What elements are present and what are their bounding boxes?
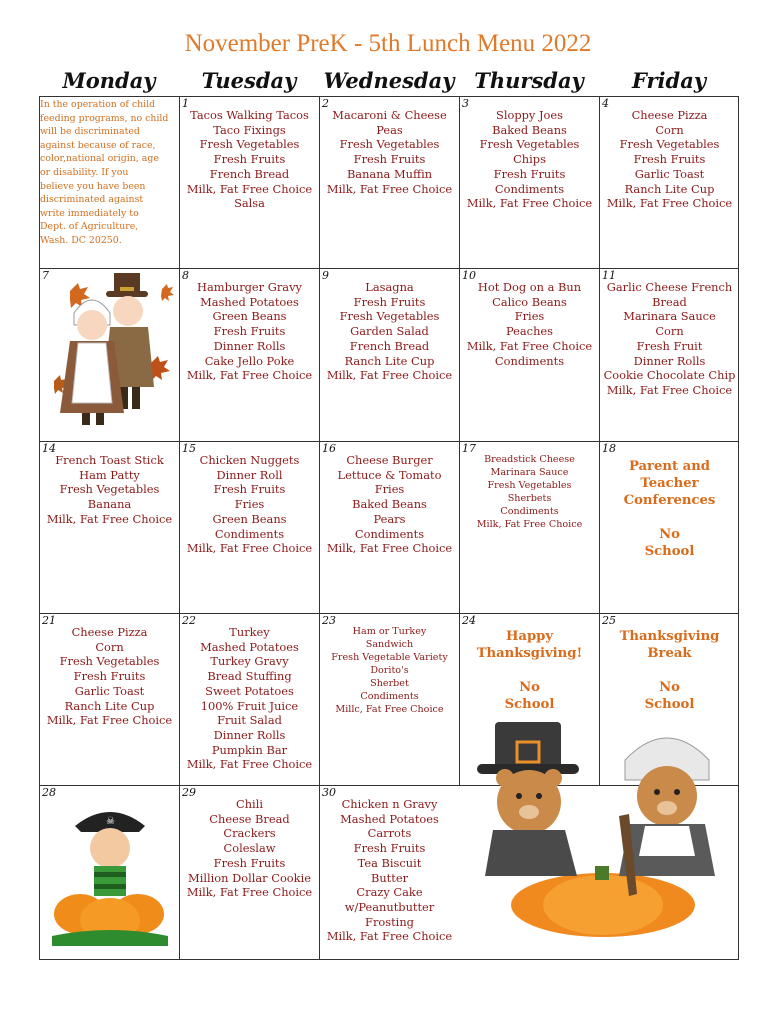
menu-item: Condiments	[500, 506, 559, 517]
menu-item: Breadstick Cheese	[484, 454, 575, 465]
menu-item: Chips	[513, 152, 546, 167]
menu-item: Fresh Vegetables	[487, 480, 572, 491]
menu-item: Condiments	[354, 526, 425, 541]
menu-item: Milk, Fat Free Choice	[606, 196, 733, 211]
menu-item: Cheese Pizza	[631, 108, 708, 122]
menu-item: Fresh Fruits	[213, 482, 286, 497]
day-number: 1	[182, 97, 189, 110]
menu-items	[180, 797, 319, 900]
menu-item: Cheese Burger	[346, 453, 433, 467]
menu-items	[460, 280, 599, 368]
notice-line: write immediately to	[40, 207, 139, 219]
menu-item: Crazy Cake	[356, 885, 423, 900]
day-header-wednesday: Wednesday	[323, 68, 455, 93]
day-cell-11	[600, 269, 739, 440]
menu-item: Chicken Nuggets	[199, 453, 300, 467]
menu-items	[320, 280, 459, 383]
day-number: 16	[322, 442, 336, 455]
menu-item: Fresh Fruits	[73, 669, 146, 684]
day-number: 4	[602, 97, 609, 110]
menu-item: Marinara Sauce	[490, 467, 569, 478]
menu-item: Cookie Chocolate Chip	[603, 368, 736, 383]
svg-text:☠: ☠	[106, 816, 115, 827]
menu-item: Fresh Fruits	[213, 324, 286, 339]
menu-item: Calico Beans	[492, 294, 567, 309]
day-number: 8	[182, 269, 189, 282]
menu-items	[600, 280, 739, 398]
day-number: 10	[462, 269, 476, 282]
menu-item: Condiments	[494, 353, 565, 368]
day-header-thursday: Thursday	[474, 68, 584, 93]
menu-item: French Bread	[349, 338, 430, 353]
day-number: 3	[462, 97, 469, 110]
menu-item: Millc, Fat Free Choice	[335, 704, 444, 715]
notice-line: believe you have been	[40, 180, 146, 192]
day-cell-18	[600, 442, 739, 613]
special-notice-line: No	[659, 680, 680, 695]
menu-items	[40, 453, 179, 527]
notice-line: against because of race,	[40, 139, 156, 151]
calendar-grid	[39, 96, 739, 960]
menu-items	[460, 453, 599, 531]
menu-item: Ham or Turkey	[352, 626, 427, 637]
pirate-kid-pumpkins-illustration	[40, 786, 179, 958]
menu-item: Corn	[655, 324, 684, 339]
special-notice-line: School	[644, 544, 695, 559]
day-cell-22	[180, 614, 319, 785]
day-cell-29	[180, 786, 319, 958]
day-cell-17	[460, 442, 599, 613]
day-header-tuesday: Tuesday	[201, 68, 297, 93]
menu-item: Fries	[514, 309, 545, 324]
notice-line: Dept. of Agriculture,	[40, 221, 139, 233]
menu-item: Turkey Gravy	[210, 654, 289, 669]
menu-item: Milk, Fat Free Choice	[326, 181, 453, 196]
menu-item: Sweet Potatoes	[205, 683, 294, 698]
menu-item: Ham Patty	[79, 467, 140, 482]
day-cell-10	[460, 269, 599, 440]
menu-items	[180, 625, 319, 772]
day-header-friday: Friday	[631, 68, 707, 93]
special-notice-line: Conferences	[623, 493, 716, 508]
menu-item: Condiments	[494, 181, 565, 196]
special-notice-line: School	[644, 697, 695, 712]
day-cell-28	[40, 786, 179, 958]
menu-items	[320, 108, 459, 196]
menu-item: Macaroni & Cheese	[332, 108, 447, 122]
menu-item: Mashed Potatoes	[340, 811, 439, 826]
day-number: 11	[602, 269, 616, 282]
menu-item: Milk, Fat Free Choice	[186, 541, 313, 556]
menu-item: Fresh Fruits	[633, 152, 706, 167]
day-cell-8	[180, 269, 319, 440]
notice-line: or disability. If you	[40, 166, 129, 178]
notice-line: feeding programs, no child	[40, 112, 169, 124]
menu-item: Pumpkin Bar	[211, 742, 288, 757]
special-notice	[600, 628, 739, 713]
menu-item: Milk, Fat Free Choice	[466, 338, 593, 353]
menu-item: Dinner Rolls	[633, 353, 706, 368]
day-number: 17	[462, 442, 476, 455]
day-number: 29	[182, 786, 196, 799]
menu-item: Ranch Lite Cup	[64, 698, 155, 713]
menu-item: Carrots	[367, 826, 412, 841]
page-title: November PreK - 5th Lunch Menu 2022	[184, 30, 592, 57]
menu-items	[460, 108, 599, 211]
menu-items	[180, 108, 319, 211]
menu-item: Dinner Rolls	[213, 338, 286, 353]
menu-item: Dorito's	[370, 665, 409, 676]
special-notice-line	[460, 662, 599, 679]
menu-item: Fresh Vegetables	[339, 309, 440, 324]
menu-item: Fresh Fruits	[493, 166, 566, 181]
menu-item: Sherbet	[370, 678, 409, 689]
menu-item: Ranch Lite Cup	[344, 353, 435, 368]
day-cell-3	[460, 97, 599, 268]
day-number: 9	[322, 269, 329, 282]
menu-item: Sloppy Joes	[496, 108, 563, 122]
special-notice-line: Happy	[505, 629, 554, 644]
menu-item: Million Dollar Cookie	[188, 870, 311, 885]
menu-item: Frosting	[365, 914, 414, 929]
menu-item: Banana	[87, 497, 132, 512]
menu-item: Milk, Fat Free Choice	[476, 519, 583, 530]
special-notice-line: No	[659, 527, 680, 542]
menu-item: Sandwich	[365, 639, 414, 650]
day-number: 7	[42, 269, 49, 282]
menu-item: Coleslaw	[223, 841, 276, 856]
menu-item: Marinara Sauce	[623, 309, 716, 324]
menu-item: French Bread	[209, 166, 290, 181]
menu-item: Tacos Walking Tacos	[190, 108, 309, 122]
menu-item: Fries	[234, 497, 265, 512]
day-number: 25	[602, 614, 616, 627]
menu-item: Milk, Fat Free Choice	[606, 382, 733, 397]
menu-item: Pears	[373, 511, 406, 526]
menu-items	[600, 108, 739, 211]
notice-line: In the operation of child	[40, 99, 156, 110]
day-cell-7	[40, 269, 179, 440]
day-cell-1	[180, 97, 319, 268]
menu-item: Milk, Fat Free Choice	[326, 368, 453, 383]
menu-item: Milk, Fat Free Choice	[46, 511, 173, 526]
day-number: 14	[42, 442, 56, 455]
grid-line	[39, 959, 739, 960]
special-notice	[460, 628, 599, 713]
menu-item: Fruit Salad	[217, 713, 282, 728]
menu-item: Dinner Rolls	[213, 727, 286, 742]
menu-item: Tea Biscuit	[357, 855, 422, 870]
menu-item: Sherbets	[507, 493, 552, 504]
menu-item: Milk, Fat Free Choice	[326, 541, 453, 556]
special-notice-line: Break	[647, 646, 692, 661]
special-notice-line: Thanksgiving	[619, 629, 720, 644]
notice-line: color,national origin, age	[40, 153, 159, 165]
menu-items	[320, 625, 459, 716]
special-notice-line: Parent and	[628, 459, 711, 474]
menu-item: Cake Jello Poke	[204, 353, 295, 368]
menu-item: Turkey	[229, 625, 270, 639]
special-notice-line: No	[519, 680, 540, 695]
menu-item: Fresh Vegetables	[479, 137, 580, 152]
menu-item: Cheese Bread	[209, 811, 290, 826]
menu-item: Ranch Lite Cup	[624, 181, 715, 196]
day-number: 24	[462, 614, 476, 627]
special-notice-line	[600, 509, 739, 526]
menu-item: Fresh Vegetables	[339, 137, 440, 152]
menu-item: Condiments	[214, 526, 285, 541]
menu-item: Butter	[370, 870, 409, 885]
menu-item: Fresh Fruits	[213, 152, 286, 167]
menu-item: Dinner Roll	[216, 467, 283, 482]
day-number: 18	[602, 442, 616, 455]
menu-item: Fresh Vegetables	[59, 482, 160, 497]
menu-item: Milk, Fat Free Choice	[46, 713, 173, 728]
menu-item: Fresh Vegetable Variety	[331, 652, 448, 663]
menu-item: Mashed Potatoes	[200, 294, 299, 309]
menu-item: Lettuce & Tomato	[337, 467, 442, 482]
notice-line: Wash. DC 20250.	[40, 234, 122, 246]
menu-item: Milk, Fat Free Choice	[186, 181, 313, 196]
menu-item: Garden Salad	[350, 324, 429, 339]
menu-item: Fresh Vegetables	[59, 654, 160, 669]
menu-item: Bread	[652, 294, 687, 309]
day-cell-16	[320, 442, 459, 613]
special-notice-line: School	[504, 697, 555, 712]
menu-items	[40, 625, 179, 728]
menu-item: Cheese Pizza	[71, 625, 148, 639]
menu-item: Fresh Fruits	[353, 841, 426, 856]
menu-item: Garlic Toast	[74, 683, 145, 698]
menu-items	[180, 280, 319, 383]
menu-item: Fries	[374, 482, 405, 497]
menu-item: Fresh Vegetables	[199, 137, 300, 152]
nondiscrimination-notice-cell	[40, 97, 179, 268]
menu-item: Bread Stuffing	[207, 669, 292, 684]
day-cell-2	[320, 97, 459, 268]
menu-item: Fresh Fruit	[636, 338, 703, 353]
day-cell-23	[320, 614, 459, 785]
menu-item: Baked Beans	[352, 497, 427, 512]
menu-item: Corn	[95, 639, 124, 654]
day-number: 15	[182, 442, 196, 455]
notice-line: discriminated against	[40, 194, 144, 206]
menu-item: Fresh Vegetables	[619, 137, 720, 152]
menu-item: 100% Fruit Juice	[200, 698, 299, 713]
menu-item: Milk, Fat Free Choice	[186, 368, 313, 383]
menu-item: Garlic Cheese French	[606, 280, 733, 294]
menu-item: Crackers	[223, 826, 276, 841]
notice-line: will be discriminated	[40, 126, 140, 138]
special-notice-line: Thanksgiving!	[476, 646, 583, 661]
menu-item: Fresh Fruits	[213, 855, 286, 870]
menu-item: Condiments	[360, 691, 419, 702]
menu-items	[320, 453, 459, 556]
menu-items	[320, 797, 459, 944]
day-cell-9	[320, 269, 459, 440]
menu-item: French Toast Stick	[55, 453, 164, 467]
day-cell-14	[40, 442, 179, 613]
menu-item: Fresh Fruits	[353, 294, 426, 309]
special-notice-line: Teacher	[640, 476, 699, 491]
menu-items	[180, 453, 319, 556]
pilgrim-children-illustration	[40, 269, 179, 440]
menu-item: Hamburger Gravy	[197, 280, 302, 294]
menu-item: Green Beans	[212, 309, 287, 324]
menu-item: Green Beans	[212, 511, 287, 526]
day-cell-15	[180, 442, 319, 613]
menu-item: Mashed Potatoes	[200, 639, 299, 654]
menu-item: Garlic Toast	[634, 166, 705, 181]
menu-item: Chili	[236, 797, 263, 811]
menu-item: Hot Dog on a Bun	[477, 280, 582, 294]
menu-item: Peas	[376, 122, 403, 137]
day-number: 28	[42, 786, 56, 799]
day-cell-30	[320, 786, 459, 958]
special-notice-line	[600, 662, 739, 679]
menu-item: Salsa	[234, 196, 265, 211]
day-cell-21	[40, 614, 179, 785]
menu-item: Fresh Fruits	[353, 152, 426, 167]
menu-item: Peaches	[506, 324, 553, 339]
menu-item: Baked Beans	[492, 122, 567, 137]
menu-item: Chicken n Gravy	[341, 797, 438, 811]
day-number: 23	[322, 614, 336, 627]
menu-item: Milk, Fat Free Choice	[326, 929, 453, 944]
menu-item: Milk, Fat Free Choice	[186, 885, 313, 900]
menu-item: Lasagna	[365, 280, 414, 294]
day-header-monday: Monday	[62, 68, 156, 93]
day-number: 21	[42, 614, 56, 627]
nondiscrimination-notice	[40, 98, 176, 248]
special-notice	[600, 458, 739, 560]
day-number: 30	[322, 786, 336, 799]
pilgrim-bears-pumpkin-illustration	[469, 720, 737, 940]
menu-item: Banana Muffin	[346, 166, 433, 181]
menu-item: Taco Fixings	[213, 122, 286, 137]
menu-item: Milk, Fat Free Choice	[186, 757, 313, 772]
day-number: 22	[182, 614, 196, 627]
day-number: 2	[322, 97, 329, 110]
day-cell-4	[600, 97, 739, 268]
menu-item: Corn	[655, 122, 684, 137]
menu-item: w/Peanutbutter	[344, 899, 435, 914]
menu-item: Milk, Fat Free Choice	[466, 196, 593, 211]
